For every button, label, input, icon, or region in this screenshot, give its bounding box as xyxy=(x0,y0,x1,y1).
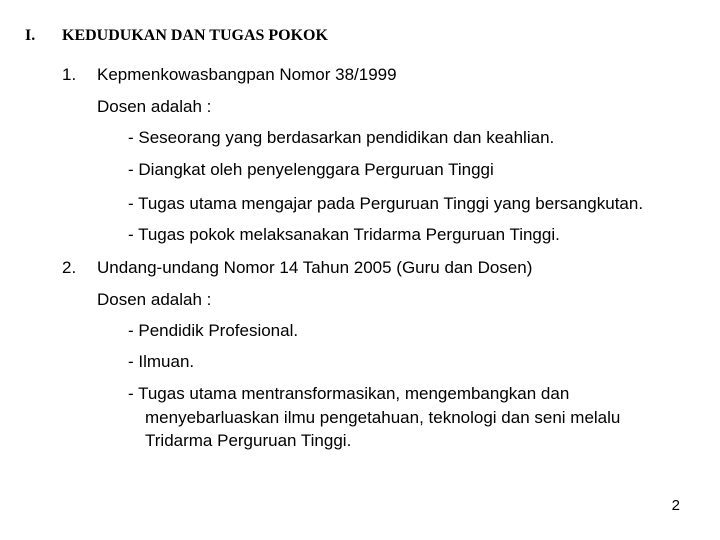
item-lead-1: Dosen adalah : xyxy=(97,97,212,116)
bullet-item-1: - Tugas pokok melaksanakan Tridarma Perguruan Tinggi. xyxy=(128,225,560,244)
bullet-item-2-continuation: menyebarluaskan ilmu pengetahuan, teknologi dan seni melalu xyxy=(145,408,621,427)
item-title-1: Kepmenkowasbangpan Nomor 38/1999 xyxy=(97,65,397,84)
bullet-item-2: - Pendidik Profesional. xyxy=(128,321,299,340)
item-number-2: 2. xyxy=(62,258,77,277)
bullet-item-2: - Tugas utama mentransformasikan, mengembangkan dan xyxy=(128,384,570,403)
page-number: 2 xyxy=(671,497,680,514)
bullet-item-2-continuation: Tridarma Perguruan Tinggi. xyxy=(145,431,352,450)
item-title-2: Undang-undang Nomor 14 Tahun 2005 (Guru dan Dosen) xyxy=(97,258,533,277)
item-lead-2: Dosen adalah : xyxy=(97,290,212,309)
bullet-item-1: - Diangkat oleh penyelenggara Perguruan Tinggi xyxy=(128,160,494,179)
bullet-item-1: - Tugas utama mengajar pada Perguruan Tinggi yang bersangkutan. xyxy=(128,194,644,213)
bullet-item-1: - Seseorang yang berdasarkan pendidikan dan keahlian. xyxy=(128,128,555,147)
section-numeral: I. xyxy=(25,27,36,44)
bullet-item-2: - Ilmuan. xyxy=(128,352,195,371)
section-heading: KEDUDUKAN DAN TUGAS POKOK xyxy=(62,27,328,44)
item-number-1: 1. xyxy=(62,65,77,84)
